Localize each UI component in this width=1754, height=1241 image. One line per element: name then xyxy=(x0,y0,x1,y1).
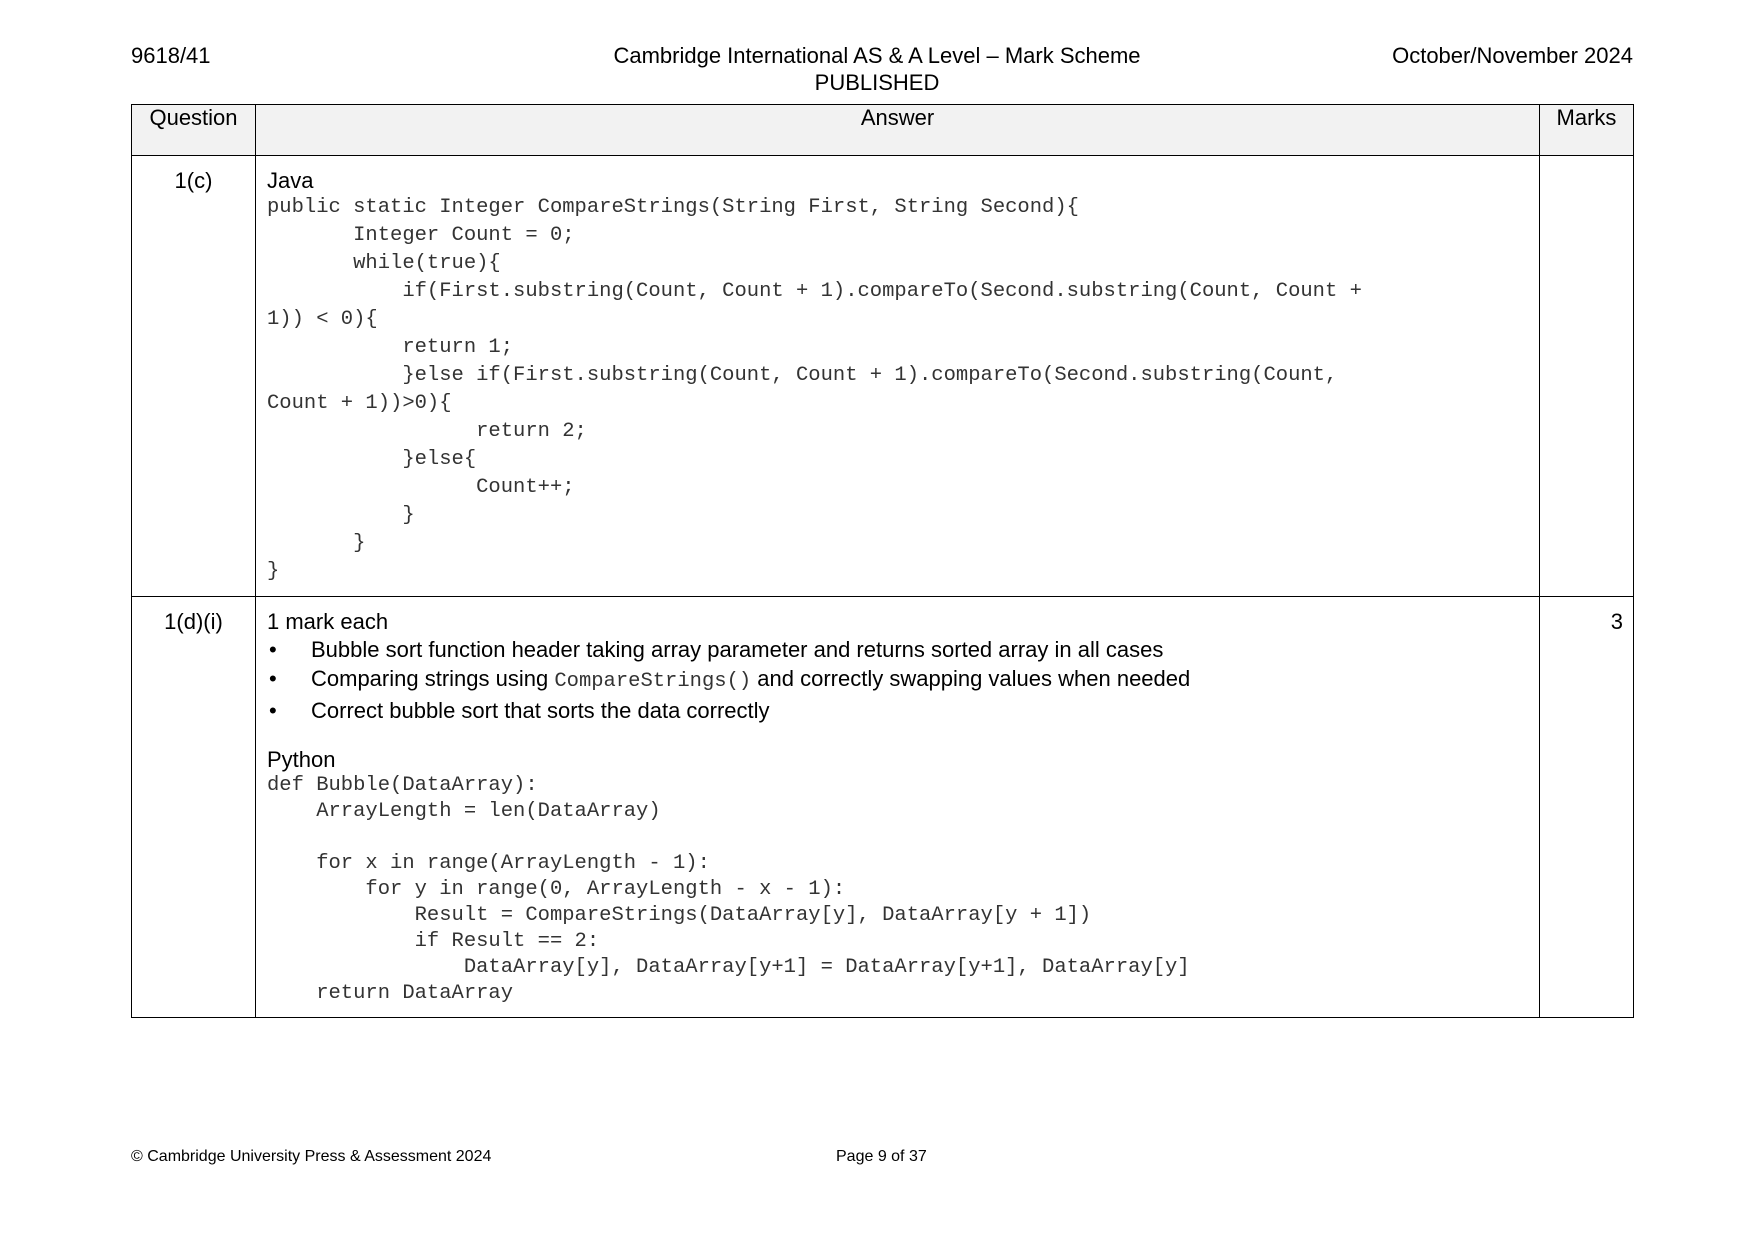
question-column-header: Question xyxy=(132,105,256,156)
list-item xyxy=(267,696,1529,725)
table-row xyxy=(132,597,1634,1018)
marking-point-text: Bubble sort function header taking array parameter and returns sorted array in all cases xyxy=(311,637,1164,662)
marking-points-list xyxy=(267,635,1529,725)
marks-column-header: Marks xyxy=(1540,105,1634,156)
marks-value xyxy=(1540,156,1634,597)
table-row xyxy=(132,156,1634,597)
exam-session: October/November 2024 xyxy=(1392,43,1633,68)
copyright-notice: © Cambridge University Press & Assessment 2024 xyxy=(131,1148,492,1165)
table-header-row xyxy=(132,105,1634,156)
title-text: Cambridge International AS & A Level – Mark Scheme xyxy=(613,43,1141,68)
paper-code: 9618/41 xyxy=(131,43,211,68)
language-label: Python xyxy=(267,747,336,772)
question-number: 1(d)(i) xyxy=(132,597,256,1018)
subtitle-text: PUBLISHED xyxy=(814,70,940,95)
python-code-block: def Bubble(DataArray): ArrayLength = len(DataArray) for x in range(ArrayLength - 1): for y in range(0, ArrayLength - x - 1): Result = CompareStrings(DataArray[y], DataArray[y + 1]) if Result == 2: DataArray[y], DataArray[y+1] = DataArray[y+1], DataArray[y] return DataArray xyxy=(267,774,1190,1005)
answer-cell xyxy=(256,156,1540,597)
marks-value: 3 xyxy=(1540,597,1634,1018)
inline-code: CompareStrings() xyxy=(554,670,752,693)
list-item xyxy=(267,635,1529,664)
answer-cell xyxy=(256,597,1540,1018)
question-number: 1(c) xyxy=(132,156,256,597)
marking-point-text: Correct bubble sort that sorts the data correctly xyxy=(311,698,770,723)
marking-point-text: Comparing strings using xyxy=(311,666,555,691)
mark-scheme-table xyxy=(131,104,1634,1018)
answer-column-header: Answer xyxy=(256,105,1540,156)
java-code-block: public static Integer CompareStrings(String First, String Second){ Integer Count = 0; while(true){ if(First.substring(Count, Count + 1).compareTo(Second.substring(Count, Count + 1)) < 0){ return 1; }else if(First.substring(Count, Count + 1).compareTo(Second.substring(Count, Count + 1))>0){ return 2; }else{ Count++; } } } xyxy=(267,196,1362,583)
list-item xyxy=(267,664,1529,696)
marking-point-text: and correctly swapping values when needed xyxy=(751,666,1191,691)
page-number: Page 9 of 37 xyxy=(836,1148,927,1165)
marking-intro: 1 mark each xyxy=(267,609,389,634)
language-label: Java xyxy=(267,168,314,193)
